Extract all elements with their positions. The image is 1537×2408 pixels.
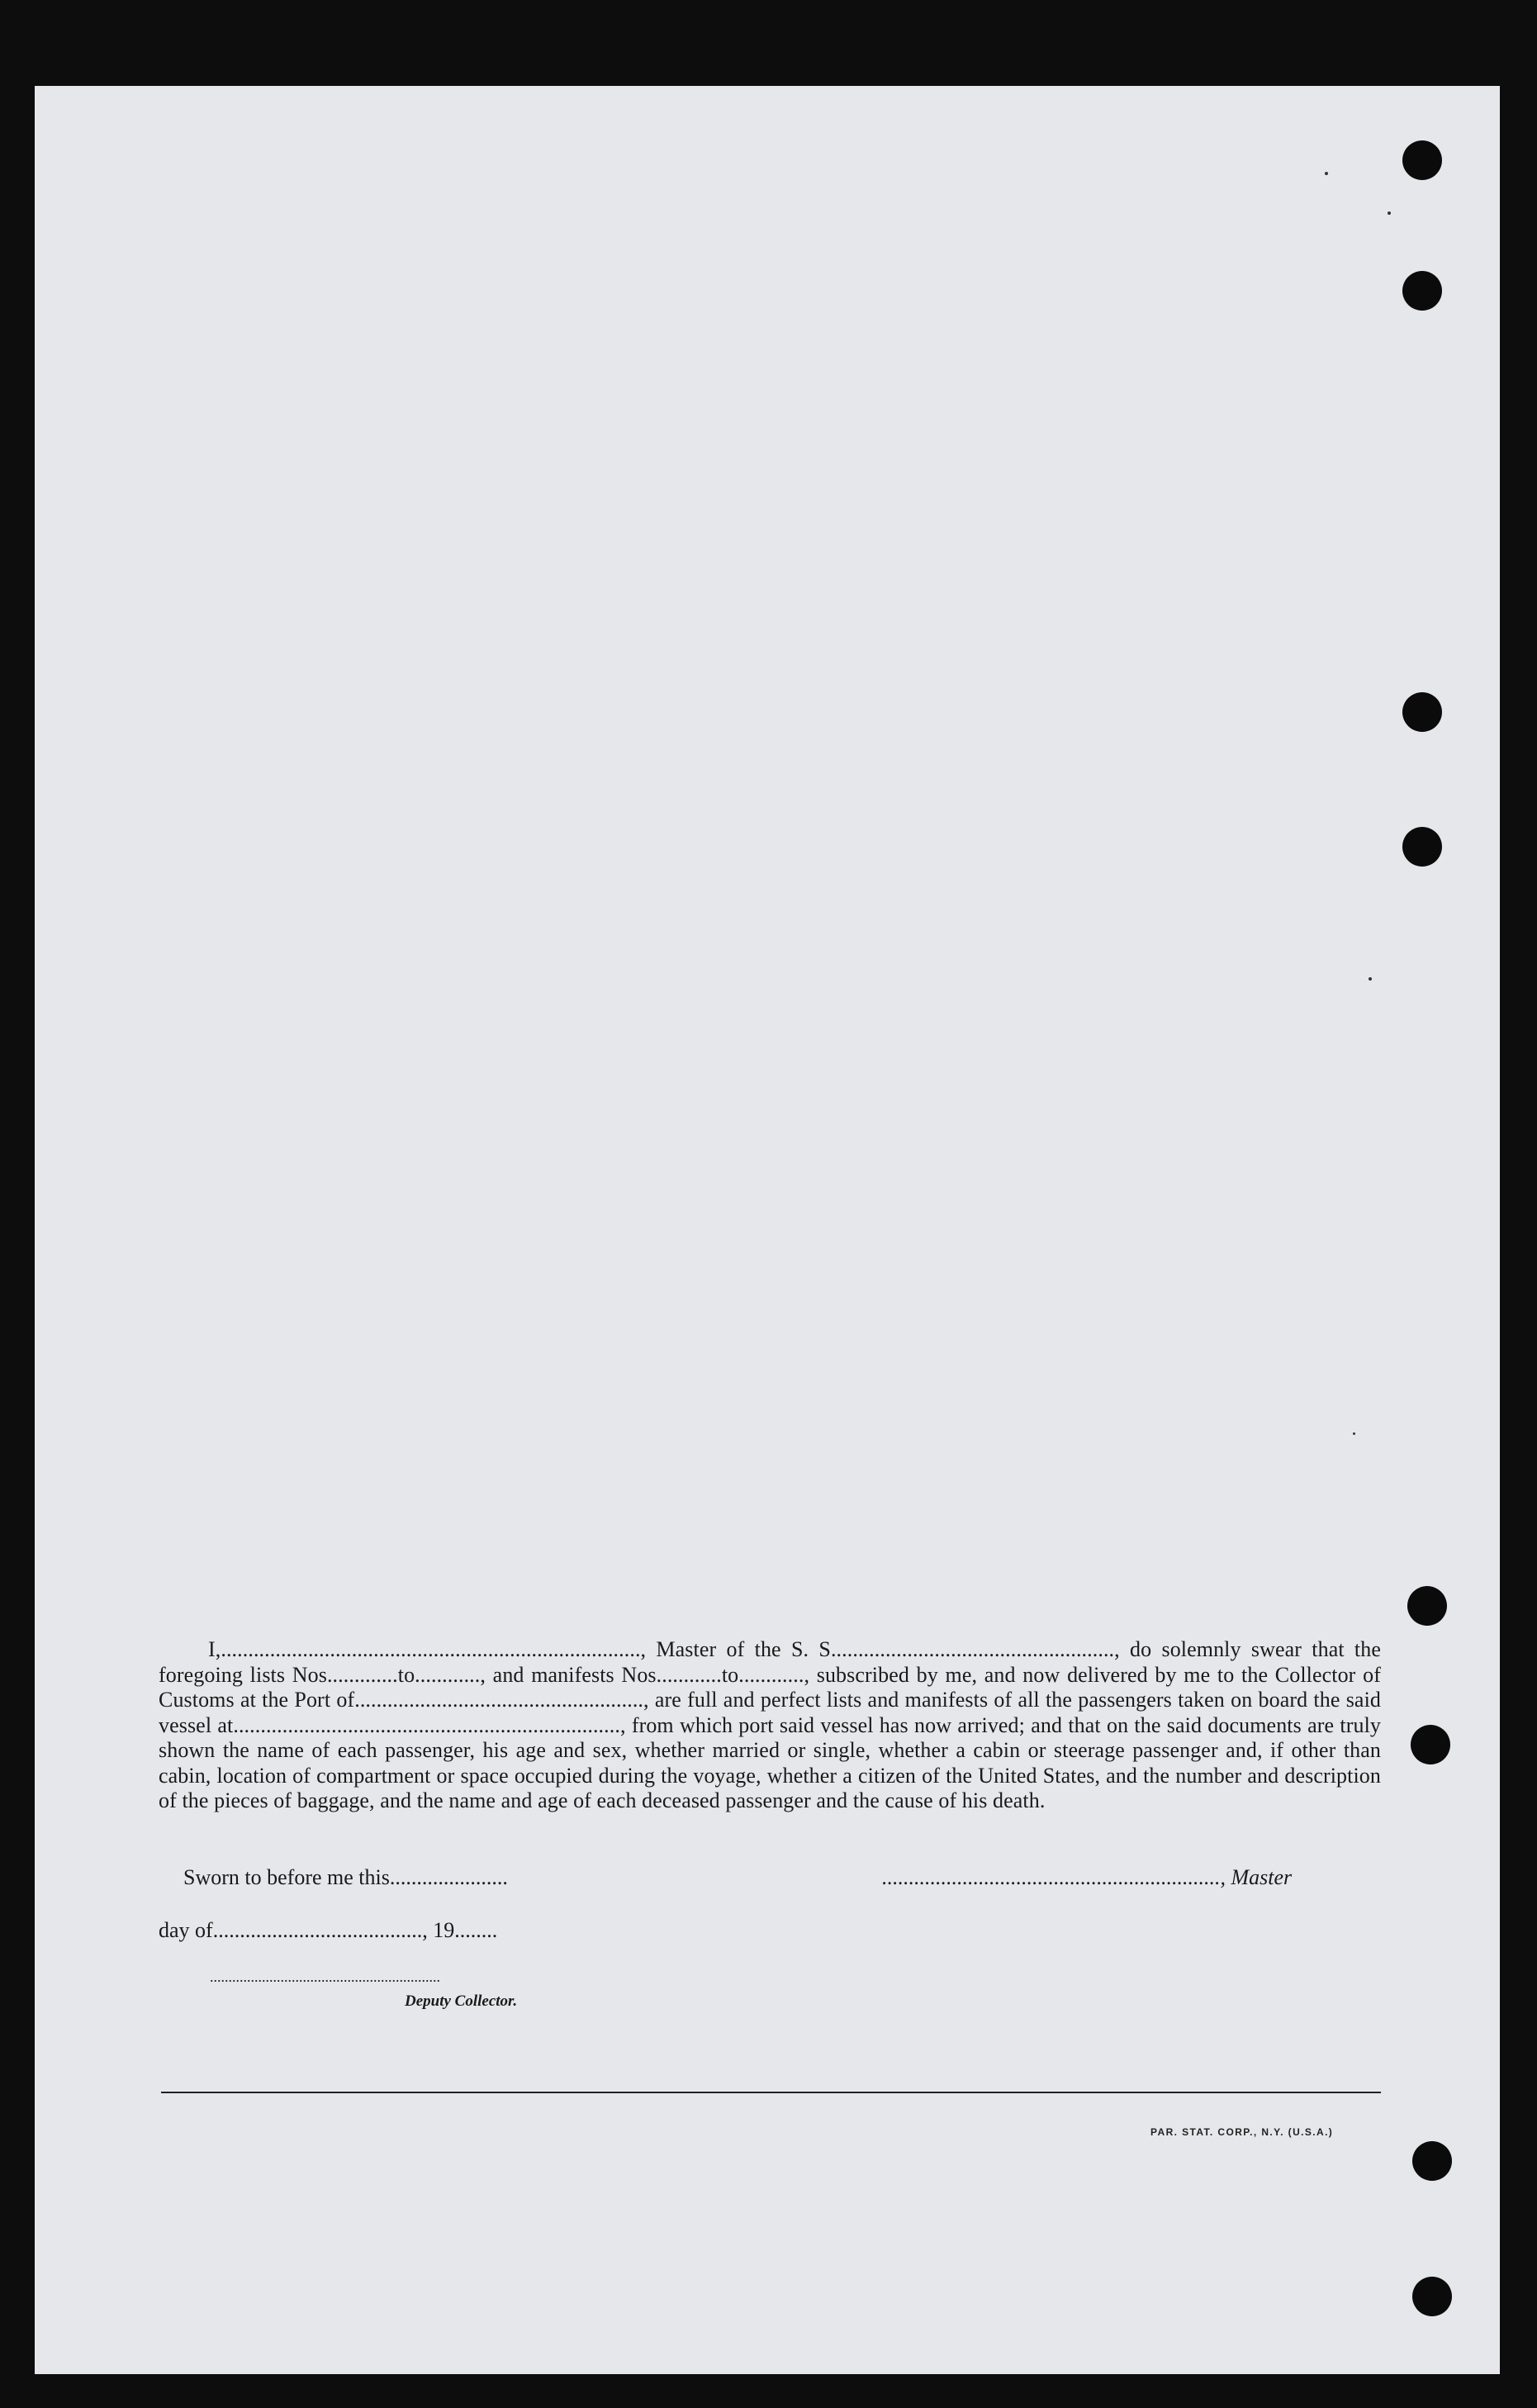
deputy-collector-label: Deputy Collector.	[405, 1992, 518, 2010]
scan-speck	[1353, 1432, 1355, 1435]
binder-hole	[1402, 827, 1442, 867]
printer-imprint: PAR. STAT. CORP., N.Y. (U.S.A.)	[1150, 2126, 1334, 2138]
scan-speck	[1325, 172, 1328, 175]
binder-hole	[1402, 271, 1442, 311]
binder-hole	[1411, 1725, 1450, 1764]
binder-hole	[1412, 2141, 1452, 2181]
binder-hole	[1407, 1586, 1447, 1626]
binder-hole	[1402, 692, 1442, 732]
binder-hole	[1412, 2277, 1452, 2316]
oath-text: I,............................................................................., Master of the S. S...................................................., do solemnly swear that the foregoing lists Nos.............to............, and manifests Nos............to............, subscribed by me, and now delivered by me to the Collector of Customs at the Port of....................................................., are full and perfect lists and manifests of all the passengers taken on board the said vessel at......................................................................., from which port said vessel has now arrived; and that on the said documents are truly shown the name of each passenger, his age and sex, whether married or single, whether a cabin or steerage passenger and, if other than cabin, location of compartment or space occupied during the voyage, whether a citizen of the United States, and the number and description of the pieces of baggage, and the name and age of each deceased passenger and the cause of his death.	[159, 1637, 1381, 1812]
sworn-before-label: Sworn to before me this......................	[183, 1865, 508, 1889]
master-signature-line: ..............................................................., Master	[882, 1865, 1293, 1889]
day-of-line: day of......................................., 19........	[159, 1918, 498, 1942]
scan-speck	[1388, 211, 1391, 215]
oath-paragraph	[159, 1637, 1381, 1814]
scan-speck	[1369, 977, 1372, 981]
document-page	[35, 86, 1500, 2374]
horizontal-rule	[161, 2092, 1381, 2093]
deputy-signature-line: ..............................................................	[210, 1969, 440, 1985]
binder-hole	[1402, 140, 1442, 180]
